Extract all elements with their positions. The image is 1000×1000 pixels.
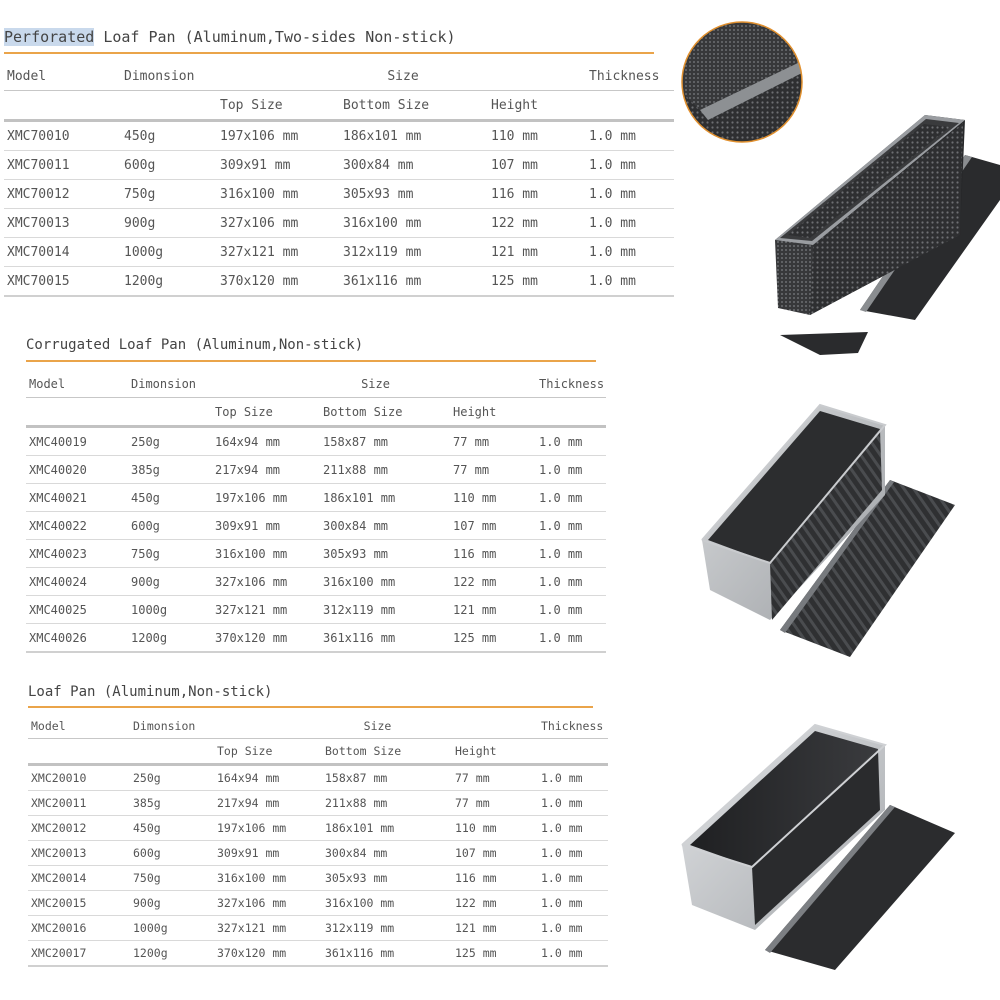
table-row: [28, 941, 608, 967]
cell-dimension: 450g: [128, 484, 212, 512]
header-thickness: Thickness: [536, 370, 606, 398]
cell-top-size: 164x94 mm: [214, 765, 322, 791]
table-row: [4, 267, 674, 297]
loaf-pan-section: [28, 684, 608, 964]
cell-bottom-size: 312x119 mm: [322, 916, 452, 941]
cell-thickness: 1.0 mm: [538, 765, 608, 791]
cell-thickness: 1.0 mm: [538, 791, 608, 816]
cell-top-size: 197x106 mm: [214, 816, 322, 841]
cell-top-size: 327x106 mm: [217, 209, 340, 238]
cell-model: XMC40021: [26, 484, 128, 512]
table-subheader-row: [26, 398, 606, 427]
cell-dimension: 600g: [128, 512, 212, 540]
header-thickness: Thickness: [586, 62, 674, 91]
cell-model: XMC40022: [26, 512, 128, 540]
cell-height: 125 mm: [488, 267, 586, 297]
cell-model: XMC40019: [26, 427, 128, 456]
header-dimension: Dimonsion: [130, 714, 214, 739]
perforated-loaf-pan-image: [680, 20, 1000, 360]
cell-model: XMC20011: [28, 791, 130, 816]
perforated-loaf-pan-section: [4, 28, 674, 298]
cell-thickness: 1.0 mm: [536, 624, 606, 653]
cell-thickness: 1.0 mm: [536, 456, 606, 484]
cell-model: XMC70013: [4, 209, 121, 238]
cell-bottom-size: 211x88 mm: [322, 791, 452, 816]
cell-thickness: 1.0 mm: [586, 238, 674, 267]
cell-height: 122 mm: [450, 568, 536, 596]
table-row: [4, 180, 674, 209]
header-top-size: Top Size: [212, 398, 320, 427]
table-row: [28, 916, 608, 941]
title-text: Loaf Pan (Aluminum,Two-sides Non-stick): [94, 28, 456, 46]
cell-dimension: 900g: [128, 568, 212, 596]
spec-table: [28, 714, 608, 967]
cell-top-size: 197x106 mm: [212, 484, 320, 512]
cell-top-size: 217x94 mm: [212, 456, 320, 484]
cell-thickness: 1.0 mm: [536, 596, 606, 624]
cell-top-size: 370x120 mm: [212, 624, 320, 653]
header-height: Height: [452, 739, 538, 765]
cell-height: 116 mm: [452, 866, 538, 891]
title-underline: [28, 706, 593, 708]
header-size: Size: [212, 370, 536, 398]
table-subheader-row: [28, 739, 608, 765]
cell-top-size: 327x106 mm: [214, 891, 322, 916]
table-row: [28, 816, 608, 841]
cell-model: XMC20014: [28, 866, 130, 891]
cell-bottom-size: 305x93 mm: [320, 540, 450, 568]
table-row: [26, 456, 606, 484]
cell-dimension: 385g: [128, 456, 212, 484]
cell-top-size: 327x121 mm: [214, 916, 322, 941]
cell-height: 107 mm: [488, 151, 586, 180]
cell-model: XMC40026: [26, 624, 128, 653]
cell-model: XMC70014: [4, 238, 121, 267]
header-model: Model: [26, 370, 128, 398]
cell-dimension: 1000g: [121, 238, 217, 267]
cell-dimension: 450g: [130, 816, 214, 841]
cell-height: 77 mm: [450, 456, 536, 484]
cell-dimension: 600g: [121, 151, 217, 180]
cell-thickness: 1.0 mm: [538, 916, 608, 941]
cell-thickness: 1.0 mm: [536, 568, 606, 596]
cell-height: 116 mm: [450, 540, 536, 568]
spec-table: [4, 62, 674, 297]
table-header-row: [4, 62, 674, 91]
cell-top-size: 316x100 mm: [214, 866, 322, 891]
table-row: [26, 568, 606, 596]
cell-thickness: 1.0 mm: [538, 866, 608, 891]
table-row: [28, 765, 608, 791]
table-row: [26, 484, 606, 512]
table-row: [28, 866, 608, 891]
cell-model: XMC20010: [28, 765, 130, 791]
cell-dimension: 450g: [121, 121, 217, 151]
section-title: Loaf Pan (Aluminum,Non-stick): [28, 684, 273, 700]
cell-model: XMC70012: [4, 180, 121, 209]
cell-bottom-size: 312x119 mm: [340, 238, 488, 267]
cell-height: 77 mm: [450, 427, 536, 456]
header-model: Model: [4, 62, 121, 91]
cell-dimension: 600g: [130, 841, 214, 866]
table-row: [26, 596, 606, 624]
cell-height: 116 mm: [488, 180, 586, 209]
cell-height: 121 mm: [450, 596, 536, 624]
cell-dimension: 900g: [121, 209, 217, 238]
cell-bottom-size: 186x101 mm: [340, 121, 488, 151]
cell-dimension: 1000g: [128, 596, 212, 624]
cell-model: XMC20015: [28, 891, 130, 916]
cell-thickness: 1.0 mm: [536, 512, 606, 540]
cell-top-size: 309x91 mm: [217, 151, 340, 180]
header-dimension: Dimonsion: [121, 62, 217, 91]
cell-bottom-size: 316x100 mm: [322, 891, 452, 916]
table-header-row: [26, 370, 606, 398]
header-top-size: Top Size: [217, 91, 340, 121]
cell-thickness: 1.0 mm: [538, 816, 608, 841]
cell-bottom-size: 211x88 mm: [320, 456, 450, 484]
cell-bottom-size: 186x101 mm: [322, 816, 452, 841]
cell-dimension: 385g: [130, 791, 214, 816]
table-row: [28, 891, 608, 916]
header-dimension: Dimonsion: [128, 370, 212, 398]
loaf-pan-image: [670, 715, 1000, 970]
cell-thickness: 1.0 mm: [586, 121, 674, 151]
table-row: [28, 841, 608, 866]
cell-height: 121 mm: [488, 238, 586, 267]
cell-dimension: 1200g: [130, 941, 214, 967]
cell-dimension: 250g: [130, 765, 214, 791]
cell-bottom-size: 316x100 mm: [340, 209, 488, 238]
cell-model: XMC20017: [28, 941, 130, 967]
cell-height: 122 mm: [452, 891, 538, 916]
title-underline: [26, 360, 596, 362]
cell-height: 122 mm: [488, 209, 586, 238]
table-row: [26, 512, 606, 540]
header-bottom-size: Bottom Size: [320, 398, 450, 427]
cell-top-size: 309x91 mm: [214, 841, 322, 866]
cell-dimension: 1000g: [130, 916, 214, 941]
cell-top-size: 197x106 mm: [217, 121, 340, 151]
section-title: [4, 28, 456, 46]
cell-thickness: 1.0 mm: [536, 540, 606, 568]
cell-bottom-size: 158x87 mm: [320, 427, 450, 456]
corrugated-loaf-pan-section: [26, 337, 606, 657]
cell-model: XMC40023: [26, 540, 128, 568]
table-row: [4, 121, 674, 151]
cell-model: XMC20016: [28, 916, 130, 941]
table-row: [4, 209, 674, 238]
cell-top-size: 327x121 mm: [212, 596, 320, 624]
cell-model: XMC40024: [26, 568, 128, 596]
cell-height: 77 mm: [452, 765, 538, 791]
cell-height: 110 mm: [450, 484, 536, 512]
title-highlight: Perforated: [4, 28, 95, 46]
cell-height: 125 mm: [452, 941, 538, 967]
detail-zoom-circle: [680, 20, 804, 144]
cell-dimension: 1200g: [121, 267, 217, 297]
cell-model: XMC20012: [28, 816, 130, 841]
cell-dimension: 750g: [130, 866, 214, 891]
cell-height: 107 mm: [450, 512, 536, 540]
cell-model: XMC70015: [4, 267, 121, 297]
cell-thickness: 1.0 mm: [538, 891, 608, 916]
cell-bottom-size: 158x87 mm: [322, 765, 452, 791]
header-top-size: Top Size: [214, 739, 322, 765]
cell-top-size: 164x94 mm: [212, 427, 320, 456]
cell-top-size: 327x121 mm: [217, 238, 340, 267]
cell-top-size: 370x120 mm: [214, 941, 322, 967]
cell-bottom-size: 300x84 mm: [340, 151, 488, 180]
cell-top-size: 316x100 mm: [212, 540, 320, 568]
cell-top-size: 316x100 mm: [217, 180, 340, 209]
header-height: Height: [450, 398, 536, 427]
cell-height: 110 mm: [452, 816, 538, 841]
table-row: [26, 427, 606, 456]
cell-dimension: 900g: [130, 891, 214, 916]
cell-height: 107 mm: [452, 841, 538, 866]
header-height: Height: [488, 91, 586, 121]
cell-bottom-size: 361x116 mm: [320, 624, 450, 653]
cell-bottom-size: 361x116 mm: [322, 941, 452, 967]
cell-thickness: 1.0 mm: [586, 151, 674, 180]
header-bottom-size: Bottom Size: [340, 91, 488, 121]
cell-top-size: 217x94 mm: [214, 791, 322, 816]
cell-dimension: 750g: [128, 540, 212, 568]
cell-bottom-size: 305x93 mm: [340, 180, 488, 209]
cell-thickness: 1.0 mm: [586, 180, 674, 209]
cell-height: 110 mm: [488, 121, 586, 151]
cell-dimension: 750g: [121, 180, 217, 209]
cell-bottom-size: 305x93 mm: [322, 866, 452, 891]
header-size: Size: [214, 714, 538, 739]
cell-thickness: 1.0 mm: [538, 841, 608, 866]
section-title: Corrugated Loaf Pan (Aluminum,Non-stick): [26, 337, 364, 353]
table-row: [26, 540, 606, 568]
spec-table: [26, 370, 606, 653]
table-row: [4, 151, 674, 180]
cell-model: XMC40025: [26, 596, 128, 624]
cell-top-size: 309x91 mm: [212, 512, 320, 540]
table-row: [4, 238, 674, 267]
cell-dimension: 1200g: [128, 624, 212, 653]
cell-bottom-size: 316x100 mm: [320, 568, 450, 596]
cell-top-size: 327x106 mm: [212, 568, 320, 596]
cell-bottom-size: 300x84 mm: [322, 841, 452, 866]
cell-bottom-size: 312x119 mm: [320, 596, 450, 624]
cell-bottom-size: 186x101 mm: [320, 484, 450, 512]
header-thickness: Thickness: [538, 714, 608, 739]
cell-model: XMC70011: [4, 151, 121, 180]
header-bottom-size: Bottom Size: [322, 739, 452, 765]
cell-height: 77 mm: [452, 791, 538, 816]
cell-thickness: 1.0 mm: [538, 941, 608, 967]
cell-model: XMC20013: [28, 841, 130, 866]
table-subheader-row: [4, 91, 674, 121]
cell-thickness: 1.0 mm: [536, 484, 606, 512]
cell-height: 121 mm: [452, 916, 538, 941]
cell-thickness: 1.0 mm: [586, 209, 674, 238]
cell-bottom-size: 300x84 mm: [320, 512, 450, 540]
cell-bottom-size: 361x116 mm: [340, 267, 488, 297]
table-header-row: [28, 714, 608, 739]
table-row: [26, 624, 606, 653]
corrugated-loaf-pan-image: [690, 395, 990, 665]
header-model: Model: [28, 714, 130, 739]
cell-model: XMC40020: [26, 456, 128, 484]
title-underline: [4, 52, 654, 54]
cell-model: XMC70010: [4, 121, 121, 151]
cell-dimension: 250g: [128, 427, 212, 456]
table-row: [28, 791, 608, 816]
cell-thickness: 1.0 mm: [586, 267, 674, 297]
header-size: Size: [217, 62, 586, 91]
cell-top-size: 370x120 mm: [217, 267, 340, 297]
cell-thickness: 1.0 mm: [536, 427, 606, 456]
cell-height: 125 mm: [450, 624, 536, 653]
